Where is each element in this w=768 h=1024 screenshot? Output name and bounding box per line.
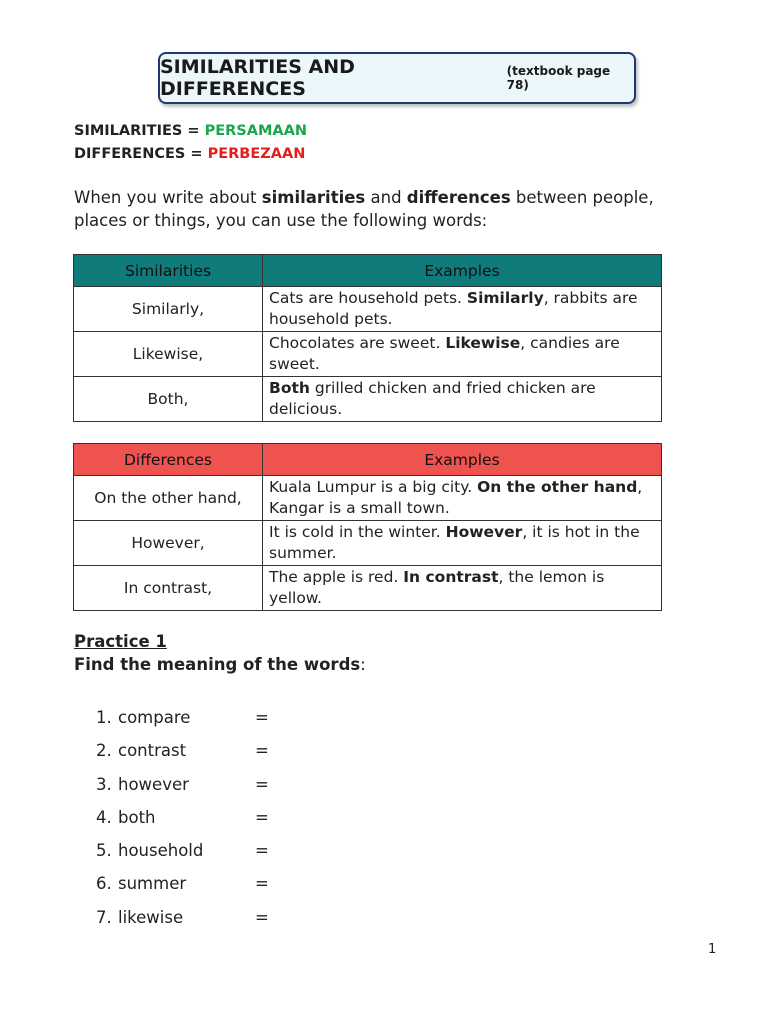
table-cell-example — [263, 521, 662, 566]
page-title: SIMILARITIES AND DIFFERENCES — [160, 56, 355, 100]
item-word: summer — [118, 874, 187, 894]
item-word: however — [118, 774, 189, 794]
list-item — [96, 908, 269, 941]
list-item — [96, 741, 269, 774]
example-text: It is cold in the winter. — [269, 523, 446, 541]
example-bold: On the other hand — [477, 478, 638, 496]
similarities-table — [73, 254, 662, 422]
example-text: , Kangar is a small town. — [269, 478, 643, 517]
table-row — [74, 521, 662, 566]
example-bold: Likewise — [445, 334, 521, 352]
list-item — [96, 775, 269, 808]
list-item — [96, 708, 269, 741]
item-equals: = — [255, 841, 269, 861]
intro-text: and — [365, 188, 407, 207]
item-word: both — [118, 807, 156, 827]
term-label: DIFFERENCES = — [74, 146, 208, 162]
term-similarities — [74, 123, 307, 139]
table-header: Examples — [263, 444, 662, 476]
table-cell-word: In contrast, — [74, 566, 263, 611]
item-word: likewise — [118, 907, 184, 927]
example-text: , rabbits are household pets. — [269, 289, 638, 328]
table-header-row — [74, 444, 662, 476]
term-label: SIMILARITIES = — [74, 123, 205, 139]
table-header-row — [74, 255, 662, 287]
instruction-bold: Find the meaning of the words — [74, 655, 361, 674]
example-text: Kuala Lumpur is a big city. — [269, 478, 478, 496]
item-equals: = — [255, 774, 269, 794]
table-cell-example — [263, 476, 662, 521]
practice-title: Practice 1 — [74, 632, 167, 651]
example-bold: In contrast — [403, 568, 499, 586]
term-value: PERSAMAAN — [204, 123, 307, 139]
item-number: 2. — [96, 741, 112, 761]
table-cell-word: On the other hand, — [74, 476, 263, 521]
intro-paragraph — [74, 186, 674, 232]
item-equals: = — [255, 741, 269, 761]
example-bold: Both — [269, 379, 310, 397]
item-equals: = — [255, 807, 269, 827]
example-text: grilled chicken and fried chicken are delicious. — [269, 379, 596, 418]
list-item — [96, 808, 269, 841]
item-number: 5. — [96, 841, 112, 861]
intro-text: When you write about — [74, 188, 262, 207]
item-word: compare — [118, 708, 191, 727]
example-bold: Similarly — [466, 289, 544, 307]
item-equals: = — [255, 708, 269, 727]
example-bold: However — [445, 523, 523, 541]
list-item — [96, 841, 269, 874]
instruction-tail: : — [360, 655, 366, 674]
table-cell-word: Both, — [74, 377, 263, 422]
intro-bold: differences — [406, 188, 511, 207]
table-row — [74, 476, 662, 521]
item-number: 6. — [96, 874, 112, 894]
item-word: household — [118, 841, 204, 861]
table-row — [74, 287, 662, 332]
example-text: Chocolates are sweet. — [269, 334, 446, 352]
example-text: , it is hot in the summer. — [269, 523, 640, 562]
table-header: Differences — [74, 444, 263, 476]
item-number: 1. — [96, 708, 112, 727]
page-subtitle: (textbook page 78) — [506, 64, 611, 92]
table-row — [74, 566, 662, 611]
list-item — [96, 874, 269, 907]
table-cell-example — [263, 332, 662, 377]
differences-table — [73, 443, 662, 611]
term-differences — [74, 146, 305, 162]
practice-list — [96, 708, 269, 941]
item-number: 3. — [96, 774, 112, 794]
intro-text: between people, places or things, you can use the following words: — [74, 188, 654, 230]
table-cell-example — [263, 287, 662, 332]
example-text: , the lemon is yellow. — [269, 568, 605, 607]
table-header: Similarities — [74, 255, 263, 287]
item-equals: = — [255, 874, 269, 894]
page-number: 1 — [708, 942, 717, 957]
table-cell-word: However, — [74, 521, 263, 566]
intro-bold: similarities — [261, 188, 366, 207]
item-number: 7. — [96, 907, 112, 927]
example-text: , candies are sweet. — [269, 334, 620, 373]
table-row — [74, 332, 662, 377]
item-number: 4. — [96, 807, 112, 827]
title-box — [158, 52, 636, 104]
example-text: The apple is red. — [269, 568, 404, 586]
item-word: contrast — [118, 741, 187, 761]
table-cell-word: Similarly, — [74, 287, 263, 332]
table-cell-word: Likewise, — [74, 332, 263, 377]
practice-instruction — [74, 655, 366, 674]
table-cell-example — [263, 377, 662, 422]
table-cell-example — [263, 566, 662, 611]
term-value: PERBEZAAN — [207, 146, 306, 162]
item-equals: = — [255, 907, 269, 927]
example-text: Cats are household pets. — [269, 289, 467, 307]
table-row — [74, 377, 662, 422]
table-header: Examples — [263, 255, 662, 287]
